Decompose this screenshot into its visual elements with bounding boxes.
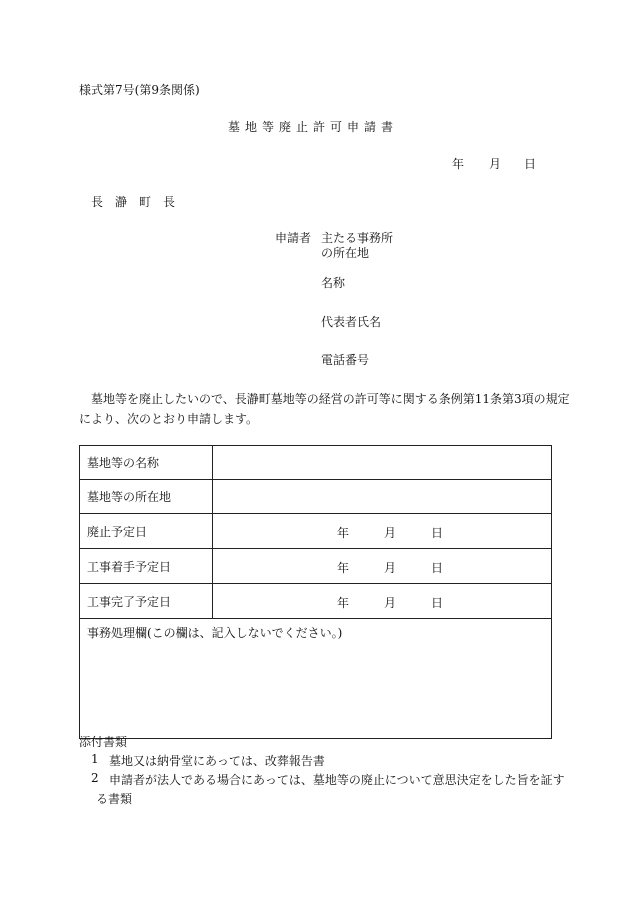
day-label: 日 <box>431 596 444 610</box>
attachment-item-text: 申請者が法人である場合にあっては、墓地等の廃止について意思決定をした旨を証す <box>109 773 565 787</box>
construction-start-label: 工事着手予定日 <box>80 549 213 584</box>
table-row <box>80 549 552 584</box>
construction-end-field[interactable] <box>213 584 552 619</box>
day-label: 日 <box>431 526 444 540</box>
table-row <box>80 514 552 549</box>
statement-line1: 墓地等を廃止したいので、長瀞町墓地等の経営の許可等に関する条例第11条第3項の規定 <box>91 392 570 406</box>
form-number: 様式第7号(第9条関係) <box>79 83 200 97</box>
month-label: 月 <box>384 596 397 610</box>
addressee: 長 瀞 町 長 <box>91 195 176 209</box>
office-address-label: 主たる事務所 <box>321 231 394 245</box>
cemetery-location-field[interactable] <box>213 480 552 514</box>
table-row <box>80 480 552 514</box>
construction-start-field[interactable] <box>213 549 552 584</box>
year-label: 年 <box>337 526 350 540</box>
abolish-date-field[interactable] <box>213 514 552 549</box>
representative-label: 代表者氏名 <box>321 315 382 329</box>
office-use-field <box>80 619 552 739</box>
attachment-item-text: 墓地又は納骨堂にあっては、改葬報告書 <box>109 754 325 768</box>
phone-label: 電話番号 <box>321 353 370 367</box>
attachment-item-text-cont: る書類 <box>96 792 133 806</box>
date-month-label: 月 <box>489 157 502 171</box>
cemetery-location-label: 墓地等の所在地 <box>80 480 213 514</box>
abolish-date-label: 廃止予定日 <box>80 514 213 549</box>
month-label: 月 <box>384 561 397 575</box>
cemetery-name-field[interactable] <box>213 446 552 480</box>
date-day-label: 日 <box>524 157 537 171</box>
applicant-label: 申請者 <box>275 231 312 245</box>
document-title: 墓地等廃止許可申請書 <box>228 120 399 134</box>
statement-line2: により、次のとおり申請します。 <box>79 412 259 426</box>
year-label: 年 <box>337 561 350 575</box>
construction-end-label: 工事完了予定日 <box>80 584 213 619</box>
attachments-heading: 添付書類 <box>79 735 128 749</box>
month-label: 月 <box>384 526 397 540</box>
table-row <box>80 446 552 480</box>
attachment-item-number: 2 <box>91 771 99 785</box>
attachment-item-number: 1 <box>91 752 99 766</box>
year-label: 年 <box>337 596 350 610</box>
table-row <box>80 619 552 739</box>
application-table <box>79 445 552 739</box>
office-address-label-cont: の所在地 <box>321 246 370 260</box>
day-label: 日 <box>431 561 444 575</box>
table-row <box>80 584 552 619</box>
date-year-label: 年 <box>452 157 465 171</box>
cemetery-name-label: 墓地等の名称 <box>80 446 213 480</box>
name-label: 名称 <box>321 276 346 290</box>
office-use-label: 事務処理欄(この欄は、記入しないでください。) <box>87 626 343 640</box>
